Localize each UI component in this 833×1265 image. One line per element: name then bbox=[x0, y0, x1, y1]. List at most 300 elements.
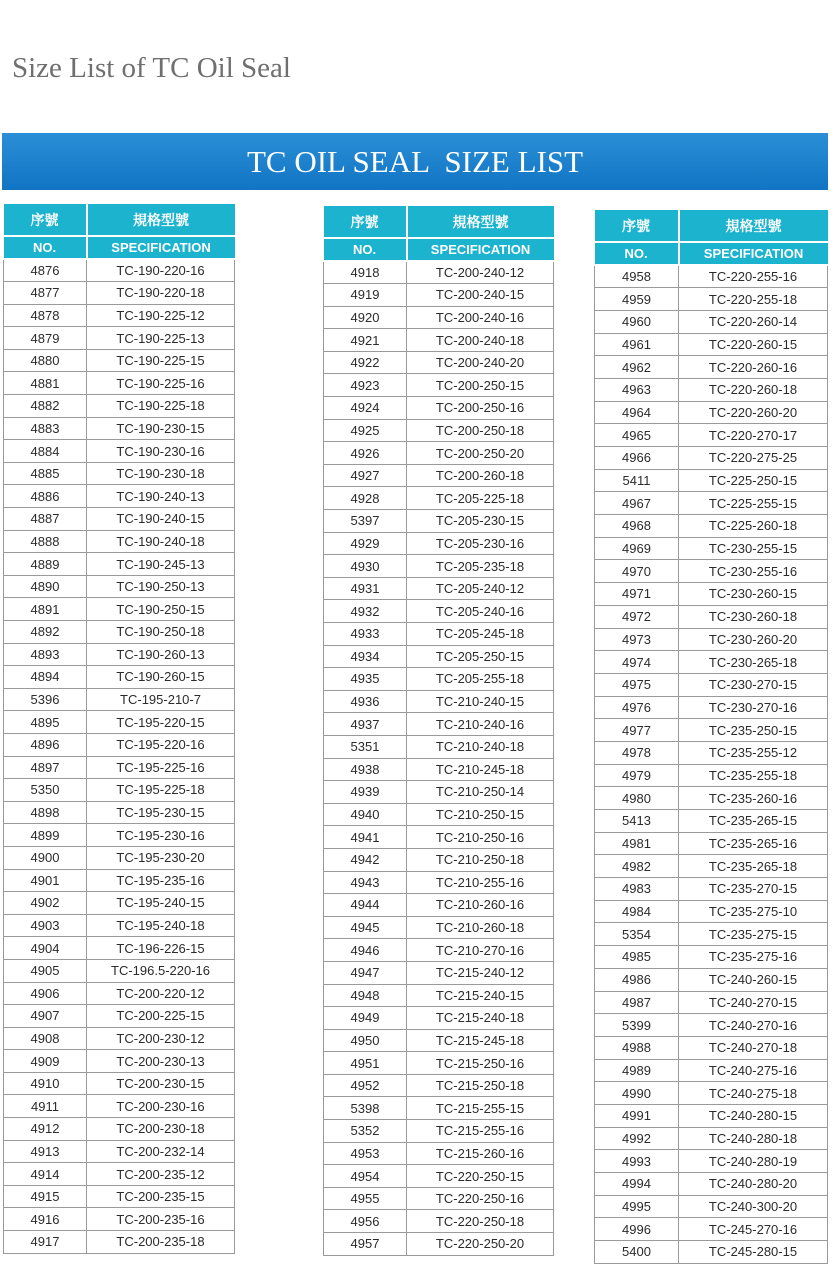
item-specification: TC-220-260-18 bbox=[679, 378, 828, 401]
item-number: 4894 bbox=[4, 666, 87, 689]
item-number: 4920 bbox=[324, 306, 407, 329]
table-row bbox=[324, 555, 554, 578]
table-row bbox=[4, 349, 235, 372]
header-no-cn: 序號 bbox=[324, 206, 407, 238]
item-number: 4946 bbox=[324, 939, 407, 962]
table-row bbox=[4, 1140, 235, 1163]
item-specification: TC-215-240-15 bbox=[407, 984, 554, 1007]
table-row bbox=[4, 756, 235, 779]
item-specification: TC-225-260-18 bbox=[679, 515, 828, 538]
table-row bbox=[324, 623, 554, 646]
item-number: 4966 bbox=[595, 447, 679, 470]
item-number: 4911 bbox=[4, 1095, 87, 1118]
item-specification: TC-220-250-18 bbox=[407, 1210, 554, 1233]
item-number: 4951 bbox=[324, 1052, 407, 1075]
item-specification: TC-210-260-18 bbox=[407, 916, 554, 939]
header-no: NO. bbox=[595, 242, 679, 265]
item-number: 4977 bbox=[595, 719, 679, 742]
item-number: 4944 bbox=[324, 894, 407, 917]
item-number: 4919 bbox=[324, 284, 407, 307]
item-specification: TC-215-260-16 bbox=[407, 1142, 554, 1165]
item-specification: TC-235-270-15 bbox=[679, 878, 828, 901]
table-row bbox=[595, 1059, 828, 1082]
item-specification: TC-215-240-18 bbox=[407, 1007, 554, 1030]
table-row bbox=[324, 758, 554, 781]
table-row bbox=[595, 1173, 828, 1196]
page-title: Size List of TC Oil Seal bbox=[12, 52, 291, 84]
item-specification: TC-200-240-12 bbox=[407, 261, 554, 284]
item-specification: TC-190-230-16 bbox=[87, 440, 235, 463]
table-row bbox=[4, 485, 235, 508]
item-specification: TC-190-225-15 bbox=[87, 349, 235, 372]
item-specification: TC-200-220-12 bbox=[87, 982, 235, 1005]
table-row bbox=[4, 395, 235, 418]
item-number: 4943 bbox=[324, 871, 407, 894]
item-specification: TC-190-260-15 bbox=[87, 666, 235, 689]
size-table-3 bbox=[594, 210, 828, 1264]
item-number: 4916 bbox=[4, 1208, 87, 1231]
table-row bbox=[324, 1120, 554, 1143]
table-row bbox=[324, 1142, 554, 1165]
table-row bbox=[4, 621, 235, 644]
item-number: 4912 bbox=[4, 1118, 87, 1141]
item-specification: TC-205-240-16 bbox=[407, 600, 554, 623]
item-specification: TC-200-235-18 bbox=[87, 1231, 235, 1254]
item-number: 4978 bbox=[595, 741, 679, 764]
item-specification: TC-190-245-13 bbox=[87, 553, 235, 576]
item-number: 4881 bbox=[4, 372, 87, 395]
item-number: 4885 bbox=[4, 462, 87, 485]
item-specification: TC-235-255-18 bbox=[679, 764, 828, 787]
header-no: NO. bbox=[4, 236, 87, 259]
item-specification: TC-195-230-20 bbox=[87, 846, 235, 869]
table-row bbox=[4, 914, 235, 937]
item-specification: TC-230-260-20 bbox=[679, 628, 828, 651]
item-specification: TC-240-260-15 bbox=[679, 968, 828, 991]
item-specification: TC-210-250-14 bbox=[407, 781, 554, 804]
item-specification: TC-200-250-15 bbox=[407, 374, 554, 397]
table-row bbox=[595, 878, 828, 901]
item-number: 4955 bbox=[324, 1187, 407, 1210]
item-number: 4886 bbox=[4, 485, 87, 508]
item-number: 4917 bbox=[4, 1231, 87, 1254]
item-specification: TC-220-260-16 bbox=[679, 356, 828, 379]
item-specification: TC-200-230-13 bbox=[87, 1050, 235, 1073]
item-specification: TC-200-225-15 bbox=[87, 1005, 235, 1028]
header-spec-cn: 規格型號 bbox=[87, 204, 235, 236]
table-row bbox=[595, 1082, 828, 1105]
table-row bbox=[324, 442, 554, 465]
table-row bbox=[324, 803, 554, 826]
table-row bbox=[595, 537, 828, 560]
item-specification: TC-215-255-16 bbox=[407, 1120, 554, 1143]
table-row bbox=[595, 900, 828, 923]
header-spec: SPECIFICATION bbox=[87, 236, 235, 259]
item-specification: TC-190-225-12 bbox=[87, 304, 235, 327]
table-row bbox=[324, 961, 554, 984]
item-number: 4994 bbox=[595, 1173, 679, 1196]
table-row bbox=[4, 892, 235, 915]
item-number: 4957 bbox=[324, 1233, 407, 1256]
table-row bbox=[324, 397, 554, 420]
item-specification: TC-240-270-15 bbox=[679, 991, 828, 1014]
item-specification: TC-210-240-18 bbox=[407, 735, 554, 758]
item-number: 4973 bbox=[595, 628, 679, 651]
item-specification: TC-195-225-18 bbox=[87, 779, 235, 802]
item-number: 4940 bbox=[324, 803, 407, 826]
table-row bbox=[595, 1195, 828, 1218]
table-row bbox=[4, 372, 235, 395]
table-row bbox=[595, 605, 828, 628]
item-specification: TC-210-245-18 bbox=[407, 758, 554, 781]
item-specification: TC-200-235-15 bbox=[87, 1185, 235, 1208]
item-number: 4890 bbox=[4, 575, 87, 598]
item-specification: TC-235-260-16 bbox=[679, 787, 828, 810]
item-number: 4933 bbox=[324, 623, 407, 646]
item-specification: TC-240-275-18 bbox=[679, 1082, 828, 1105]
item-specification: TC-205-250-15 bbox=[407, 645, 554, 668]
item-number: 4964 bbox=[595, 401, 679, 424]
item-specification: TC-240-270-18 bbox=[679, 1036, 828, 1059]
table-row bbox=[324, 351, 554, 374]
item-specification: TC-195-220-16 bbox=[87, 733, 235, 756]
item-number: 4883 bbox=[4, 417, 87, 440]
item-specification: TC-190-240-18 bbox=[87, 530, 235, 553]
item-specification: TC-190-225-18 bbox=[87, 395, 235, 418]
table-row bbox=[4, 959, 235, 982]
table-row bbox=[4, 982, 235, 1005]
table-row bbox=[4, 643, 235, 666]
item-number: 4956 bbox=[324, 1210, 407, 1233]
table-row bbox=[595, 832, 828, 855]
table-row bbox=[324, 1187, 554, 1210]
item-number: 5399 bbox=[595, 1014, 679, 1037]
item-number: 4935 bbox=[324, 668, 407, 691]
item-number: 4991 bbox=[595, 1104, 679, 1127]
table-row bbox=[595, 378, 828, 401]
item-number: 4958 bbox=[595, 265, 679, 288]
table-row bbox=[324, 1210, 554, 1233]
table-row bbox=[324, 668, 554, 691]
item-number: 4880 bbox=[4, 349, 87, 372]
item-specification: TC-200-240-20 bbox=[407, 351, 554, 374]
item-specification: TC-190-220-16 bbox=[87, 259, 235, 282]
item-specification: TC-205-230-15 bbox=[407, 510, 554, 533]
item-number: 4910 bbox=[4, 1072, 87, 1095]
item-specification: TC-210-260-16 bbox=[407, 894, 554, 917]
item-number: 4889 bbox=[4, 553, 87, 576]
table-row bbox=[324, 1165, 554, 1188]
item-number: 4934 bbox=[324, 645, 407, 668]
item-specification: TC-200-230-15 bbox=[87, 1072, 235, 1095]
item-number: 4923 bbox=[324, 374, 407, 397]
table-row bbox=[595, 1104, 828, 1127]
item-number: 4909 bbox=[4, 1050, 87, 1073]
item-number: 4952 bbox=[324, 1074, 407, 1097]
item-number: 4903 bbox=[4, 914, 87, 937]
table-row bbox=[324, 984, 554, 1007]
table-row bbox=[595, 1036, 828, 1059]
table-row bbox=[4, 598, 235, 621]
table-row bbox=[324, 781, 554, 804]
item-number: 4954 bbox=[324, 1165, 407, 1188]
table-row bbox=[324, 1029, 554, 1052]
table-row bbox=[595, 673, 828, 696]
item-specification: TC-220-275-25 bbox=[679, 447, 828, 470]
item-number: 5397 bbox=[324, 510, 407, 533]
table-row bbox=[595, 288, 828, 311]
item-specification: TC-210-255-16 bbox=[407, 871, 554, 894]
item-specification: TC-205-240-12 bbox=[407, 577, 554, 600]
item-specification: TC-190-240-13 bbox=[87, 485, 235, 508]
table-row bbox=[4, 440, 235, 463]
item-specification: TC-220-255-18 bbox=[679, 288, 828, 311]
table-row bbox=[595, 764, 828, 787]
item-specification: TC-200-230-18 bbox=[87, 1118, 235, 1141]
item-number: 4949 bbox=[324, 1007, 407, 1030]
item-number: 4884 bbox=[4, 440, 87, 463]
item-specification: TC-220-250-16 bbox=[407, 1187, 554, 1210]
item-specification: TC-200-240-18 bbox=[407, 329, 554, 352]
item-number: 4907 bbox=[4, 1005, 87, 1028]
table-row bbox=[595, 787, 828, 810]
item-number: 4992 bbox=[595, 1127, 679, 1150]
item-number: 4918 bbox=[324, 261, 407, 284]
table-row bbox=[324, 1074, 554, 1097]
item-number: 4985 bbox=[595, 946, 679, 969]
item-number: 4989 bbox=[595, 1059, 679, 1082]
size-table-1 bbox=[3, 204, 235, 1254]
table-row bbox=[324, 306, 554, 329]
item-number: 4979 bbox=[595, 764, 679, 787]
table-row bbox=[324, 600, 554, 623]
item-specification: TC-225-255-15 bbox=[679, 492, 828, 515]
item-number: 5350 bbox=[4, 779, 87, 802]
item-number: 4914 bbox=[4, 1163, 87, 1186]
item-number: 4937 bbox=[324, 713, 407, 736]
table-row bbox=[324, 487, 554, 510]
item-number: 4969 bbox=[595, 537, 679, 560]
table-row bbox=[324, 1007, 554, 1030]
table-row bbox=[595, 1241, 828, 1264]
item-specification: TC-230-255-15 bbox=[679, 537, 828, 560]
table-row bbox=[4, 575, 235, 598]
table-row bbox=[595, 310, 828, 333]
item-number: 4931 bbox=[324, 577, 407, 600]
table-row bbox=[595, 1150, 828, 1173]
item-specification: TC-200-240-16 bbox=[407, 306, 554, 329]
table-row bbox=[4, 259, 235, 282]
item-number: 4896 bbox=[4, 733, 87, 756]
item-number: 4972 bbox=[595, 605, 679, 628]
item-specification: TC-200-230-12 bbox=[87, 1027, 235, 1050]
item-specification: TC-215-240-12 bbox=[407, 961, 554, 984]
table-row bbox=[4, 937, 235, 960]
item-specification: TC-190-250-13 bbox=[87, 575, 235, 598]
item-number: 4932 bbox=[324, 600, 407, 623]
table-row bbox=[324, 419, 554, 442]
table-row bbox=[324, 284, 554, 307]
item-number: 4948 bbox=[324, 984, 407, 1007]
table-row bbox=[324, 374, 554, 397]
item-number: 4953 bbox=[324, 1142, 407, 1165]
item-specification: TC-205-245-18 bbox=[407, 623, 554, 646]
item-number: 4922 bbox=[324, 351, 407, 374]
table-row bbox=[324, 826, 554, 849]
item-specification: TC-220-250-15 bbox=[407, 1165, 554, 1188]
item-number: 4877 bbox=[4, 282, 87, 305]
item-number: 4986 bbox=[595, 968, 679, 991]
item-specification: TC-195-230-16 bbox=[87, 824, 235, 847]
item-specification: TC-240-280-19 bbox=[679, 1150, 828, 1173]
item-number: 4971 bbox=[595, 583, 679, 606]
header-no-cn: 序號 bbox=[4, 204, 87, 236]
item-number: 4905 bbox=[4, 959, 87, 982]
table-row bbox=[4, 1231, 235, 1254]
item-specification: TC-190-240-15 bbox=[87, 508, 235, 531]
item-number: 4897 bbox=[4, 756, 87, 779]
table-row bbox=[595, 946, 828, 969]
header-spec-cn: 規格型號 bbox=[679, 210, 828, 242]
item-number: 4939 bbox=[324, 781, 407, 804]
item-specification: TC-240-280-20 bbox=[679, 1173, 828, 1196]
item-number: 4913 bbox=[4, 1140, 87, 1163]
item-number: 4899 bbox=[4, 824, 87, 847]
table-row bbox=[4, 530, 235, 553]
item-specification: TC-215-255-15 bbox=[407, 1097, 554, 1120]
item-specification: TC-196.5-220-16 bbox=[87, 959, 235, 982]
item-number: 4938 bbox=[324, 758, 407, 781]
table-row bbox=[595, 991, 828, 1014]
item-number: 4879 bbox=[4, 327, 87, 350]
header-spec: SPECIFICATION bbox=[679, 242, 828, 265]
item-number: 4996 bbox=[595, 1218, 679, 1241]
item-number: 4945 bbox=[324, 916, 407, 939]
item-number: 4980 bbox=[595, 787, 679, 810]
table-row bbox=[4, 846, 235, 869]
item-specification: TC-230-270-16 bbox=[679, 696, 828, 719]
table-row bbox=[595, 401, 828, 424]
item-specification: TC-190-225-13 bbox=[87, 327, 235, 350]
item-specification: TC-230-255-16 bbox=[679, 560, 828, 583]
table-row bbox=[324, 510, 554, 533]
item-number: 4887 bbox=[4, 508, 87, 531]
item-number: 5351 bbox=[324, 735, 407, 758]
item-specification: TC-200-232-14 bbox=[87, 1140, 235, 1163]
table-row bbox=[4, 688, 235, 711]
table-row bbox=[595, 560, 828, 583]
item-number: 4975 bbox=[595, 673, 679, 696]
table-row bbox=[324, 894, 554, 917]
item-specification: TC-230-270-15 bbox=[679, 673, 828, 696]
table-row bbox=[324, 1097, 554, 1120]
item-specification: TC-240-270-16 bbox=[679, 1014, 828, 1037]
item-number: 4904 bbox=[4, 937, 87, 960]
item-specification: TC-245-270-16 bbox=[679, 1218, 828, 1241]
item-specification: TC-210-240-15 bbox=[407, 690, 554, 713]
item-number: 4988 bbox=[595, 1036, 679, 1059]
table-row bbox=[4, 282, 235, 305]
item-number: 4967 bbox=[595, 492, 679, 515]
item-specification: TC-245-280-15 bbox=[679, 1241, 828, 1264]
size-list-banner bbox=[2, 133, 828, 190]
item-number: 4965 bbox=[595, 424, 679, 447]
table-row bbox=[595, 447, 828, 470]
item-specification: TC-210-240-16 bbox=[407, 713, 554, 736]
item-number: 4925 bbox=[324, 419, 407, 442]
item-number: 4950 bbox=[324, 1029, 407, 1052]
table-row bbox=[4, 1095, 235, 1118]
item-number: 4962 bbox=[595, 356, 679, 379]
item-number: 4936 bbox=[324, 690, 407, 713]
table-row bbox=[595, 810, 828, 833]
item-specification: TC-240-300-20 bbox=[679, 1195, 828, 1218]
table-row bbox=[324, 916, 554, 939]
item-number: 4974 bbox=[595, 651, 679, 674]
item-specification: TC-230-260-18 bbox=[679, 605, 828, 628]
item-specification: TC-225-250-15 bbox=[679, 469, 828, 492]
item-number: 5396 bbox=[4, 688, 87, 711]
table-row bbox=[595, 469, 828, 492]
table-row bbox=[4, 1050, 235, 1073]
item-specification: TC-200-250-20 bbox=[407, 442, 554, 465]
table-row bbox=[4, 417, 235, 440]
header-no: NO. bbox=[324, 238, 407, 261]
item-specification: TC-196-226-15 bbox=[87, 937, 235, 960]
table-row bbox=[595, 356, 828, 379]
table-row bbox=[595, 1218, 828, 1241]
header-spec: SPECIFICATION bbox=[407, 238, 554, 261]
item-specification: TC-235-265-15 bbox=[679, 810, 828, 833]
item-number: 4895 bbox=[4, 711, 87, 734]
table-row bbox=[324, 871, 554, 894]
item-specification: TC-235-275-15 bbox=[679, 923, 828, 946]
item-number: 4947 bbox=[324, 961, 407, 984]
item-number: 4926 bbox=[324, 442, 407, 465]
table-row bbox=[4, 1005, 235, 1028]
item-specification: TC-205-225-18 bbox=[407, 487, 554, 510]
item-specification: TC-220-260-14 bbox=[679, 310, 828, 333]
table-row bbox=[4, 1072, 235, 1095]
item-specification: TC-240-280-18 bbox=[679, 1127, 828, 1150]
item-specification: TC-195-240-15 bbox=[87, 892, 235, 915]
item-specification: TC-220-250-20 bbox=[407, 1233, 554, 1256]
table-row bbox=[595, 1127, 828, 1150]
table-row bbox=[595, 855, 828, 878]
item-specification: TC-195-230-15 bbox=[87, 801, 235, 824]
table-row bbox=[324, 713, 554, 736]
table-row bbox=[324, 577, 554, 600]
table-row bbox=[4, 1163, 235, 1186]
item-number: 4930 bbox=[324, 555, 407, 578]
table-row bbox=[324, 1233, 554, 1256]
table-row bbox=[324, 848, 554, 871]
table-row bbox=[595, 333, 828, 356]
table-row bbox=[324, 645, 554, 668]
table-row bbox=[4, 824, 235, 847]
item-number: 5354 bbox=[595, 923, 679, 946]
header-no-cn: 序號 bbox=[595, 210, 679, 242]
item-specification: TC-190-250-18 bbox=[87, 621, 235, 644]
table-row bbox=[4, 462, 235, 485]
item-specification: TC-235-275-10 bbox=[679, 900, 828, 923]
item-number: 4908 bbox=[4, 1027, 87, 1050]
item-specification: TC-195-220-15 bbox=[87, 711, 235, 734]
table-row bbox=[4, 327, 235, 350]
item-number: 4990 bbox=[595, 1082, 679, 1105]
item-number: 5352 bbox=[324, 1120, 407, 1143]
item-number: 4983 bbox=[595, 878, 679, 901]
